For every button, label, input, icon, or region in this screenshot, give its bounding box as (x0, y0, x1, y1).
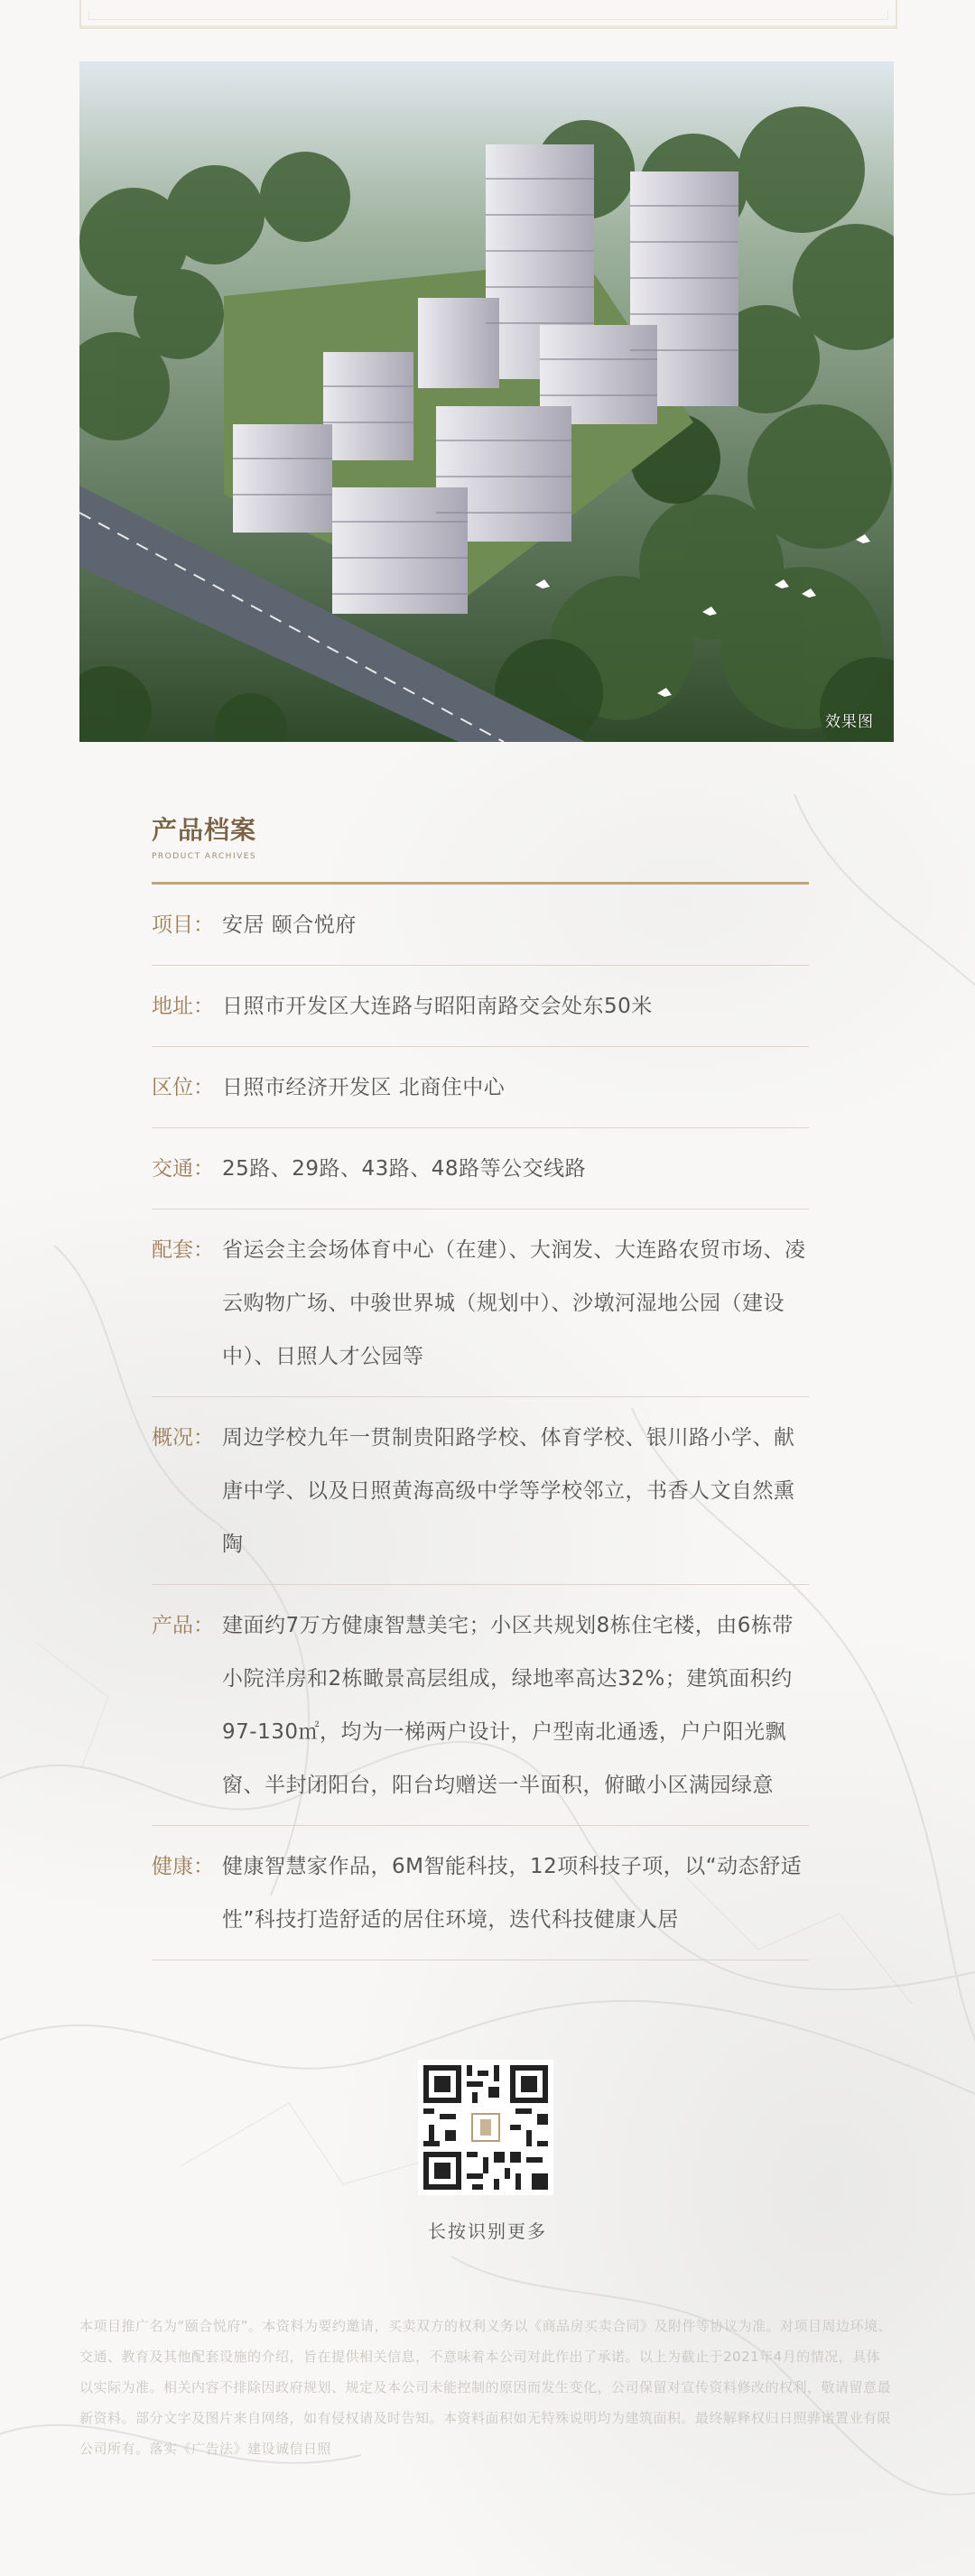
rendering-caption: 效果图 (825, 713, 874, 731)
archive-header (152, 811, 256, 861)
archive-list (152, 885, 809, 1960)
row-label: 产品： (152, 1614, 214, 1637)
row-label: 概况： (152, 1426, 214, 1450)
row-value: 建面约7万方健康智慧美宅；小区共规划8栋住宅楼，由6栋带小院洋房和2栋瞰景高层组成，绿地率高达32%；建筑面积约97-130㎡，均为一梯两户设计，户型南北通透，户户阳光飘窗、半封闭阳台，阳台均赠送一半面积，俯瞰小区满园绿意 (222, 1614, 794, 1797)
row-value: 日照市开发区大连路与昭阳南路交会处东50米 (222, 994, 653, 1018)
row-label: 交通： (152, 1156, 214, 1181)
archive-row-amenities (152, 1209, 809, 1397)
row-value: 日照市经济开发区 北商住中心 (222, 1075, 506, 1099)
row-value: 安居 颐合悦府 (222, 913, 357, 937)
archive-row-overview (152, 1397, 809, 1585)
row-label: 配套： (152, 1238, 214, 1262)
row-value: 周边学校九年一贯制贵阳路学校、体育学校、银川路小学、献唐中学、以及日照黄海高级中学等学校邻立，书香人文自然熏陶 (222, 1426, 795, 1556)
row-value: 健康智慧家作品，6M智能科技，12项科技子项，以“动态舒适性”科技打造舒适的居住环境，迭代科技健康人居 (222, 1855, 803, 1932)
hero-rendering-image (79, 61, 894, 742)
archive-row-transport (152, 1128, 809, 1209)
legal-disclaimer: 本项目推广名为“颐合悦府”。本资料为要约邀请，买卖双方的权利义务以《商品房买卖合同》及附件等协议为准。对项目周边环境、交通、教育及其他配套设施的介绍，旨在提供相关信息，不意味着本公司对此作出了承诺。以上为截止于2021年4月的情况，具体以实际为准。相关内容不排除因政府规划、规定及本公司未能控制的原因而发生变化，公司保留对宣传资料修改的权利，敬请留意最新资料。部分文字及图片来自网络，如有侵权请及时告知。本资料面积如无特殊说明均为建筑面积。最终解释权归日照骅诺置业有限公司所有。落实《广告法》建设诚信日照 (79, 2318, 893, 2457)
row-value: 省运会主会场体育中心（在建）、大润发、大连路农贸市场、凌云购物广场、中骏世界城（规划中）、沙墩河湿地公园（建设中）、日照人才公园等 (222, 1238, 806, 1368)
archive-title: 产品档案 (152, 815, 257, 845)
archive-row-health (152, 1826, 809, 1960)
row-label: 区位： (152, 1075, 214, 1099)
row-label: 项目： (152, 913, 214, 937)
row-value: 25路、29路、43路、48路等公交线路 (222, 1156, 587, 1181)
archive-row-product (152, 1585, 809, 1826)
row-label: 健康： (152, 1855, 214, 1878)
qr-caption: 长按识别更多 (428, 2220, 547, 2242)
archive-row-location (152, 1047, 809, 1128)
top-decorative-frame (79, 0, 897, 29)
archive-row-project (152, 885, 809, 966)
qr-code[interactable] (418, 2060, 553, 2195)
row-label: 地址： (152, 994, 214, 1018)
archive-subtitle: PRODUCT ARCHIVES (152, 852, 257, 861)
archive-row-address (152, 966, 809, 1047)
